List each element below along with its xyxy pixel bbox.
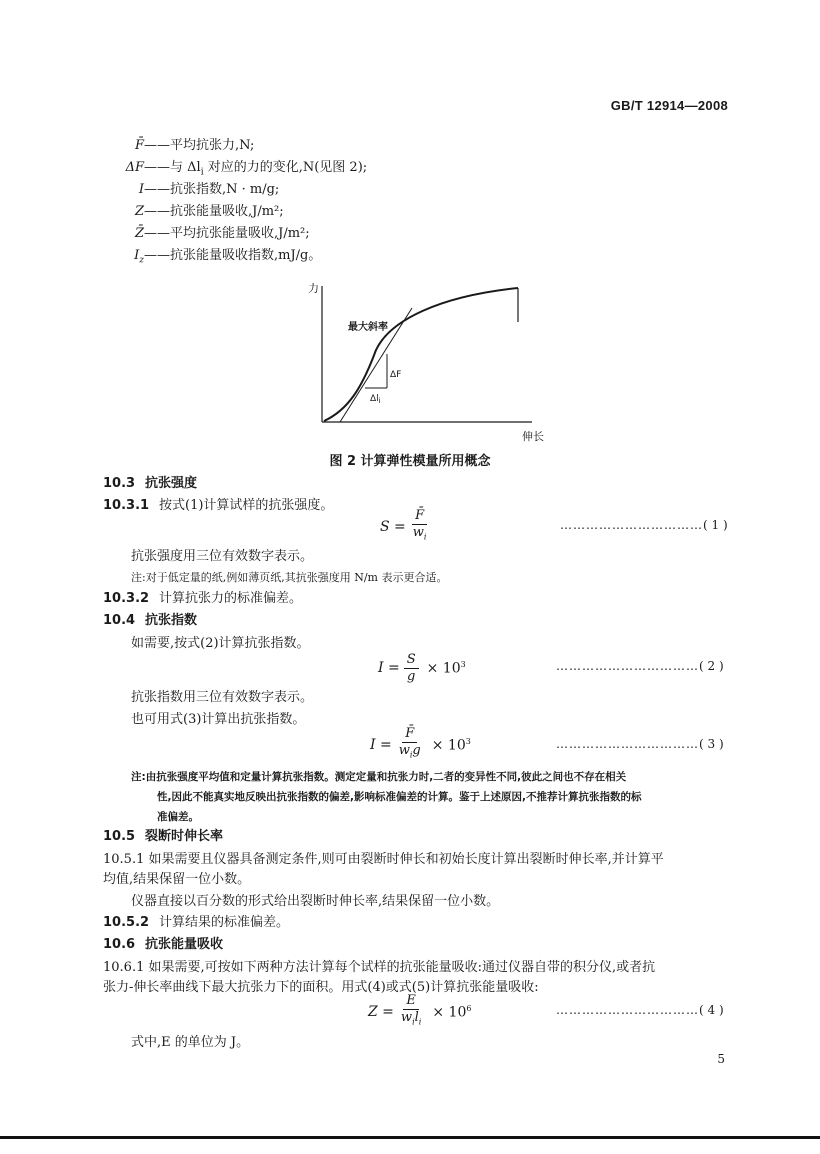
note-2-line-2: 性,因此不能真实地反映出抗张指数的偏差,影响标准偏差的计算。鉴于上述原因,不推荐计算抗张指数的标 <box>157 791 642 803</box>
symbol: $I_z$ <box>134 248 144 266</box>
symbol-desc: ——抗张能量吸收指数,mJ/g。 <box>144 248 322 263</box>
section-10-3-2: 10.3.2 计算抗张力的标准偏差。 <box>103 591 303 606</box>
section-10-5-2: 10.5.2 计算结果的标准偏差。 <box>103 915 290 930</box>
y-axis-label: 力 <box>308 282 319 295</box>
section-10-3-1: 10.3.1 按式(1)计算试样的抗张强度。 <box>103 498 334 513</box>
formula-2-tag: ( 2 ) <box>699 659 724 673</box>
symbol-desc-2: 对应的力的变化,N(见图 2); <box>203 160 368 175</box>
section-10-5: 10.5 裂断时伸长率 <box>103 829 224 844</box>
max-slope-label: 最大斜率 <box>348 322 388 333</box>
delta-l-label: $\Delta l_i$ <box>370 394 381 405</box>
formula-1-dots: ……………………………( 1 ) <box>560 518 728 532</box>
symbol-def-tea <box>130 203 284 221</box>
symbol: Z̄ <box>134 226 144 241</box>
delta-f-label: ΔF <box>390 370 402 380</box>
formula-1-tag: ( 1 ) <box>703 518 728 532</box>
symbol-def-mean-force <box>130 137 254 155</box>
section-10-6: 10.6 抗张能量吸收 <box>103 937 224 952</box>
formula-4-dots: ……………………………( 4 ) <box>556 1003 724 1017</box>
paragraph-10-5-1b: 均值,结果保留一位小数。 <box>103 872 251 887</box>
section-10-4: 10.4 抗张指数 <box>103 613 198 628</box>
paragraph-10-4b: 抗张指数用三位有效数字表示。 <box>131 690 314 705</box>
symbol: F̄ <box>134 138 144 153</box>
paragraph-10-5-1c: 仪器直接以百分数的形式给出裂断时伸长率,结果保留一位小数。 <box>131 894 500 909</box>
symbol-desc: ——抗张能量吸收,J/m²; <box>144 204 284 219</box>
symbol: ΔF <box>125 160 144 175</box>
symbol-def-tea-index <box>130 247 321 270</box>
paragraph-10-6-1a: 10.6.1 如果需要,可按如下两种方法计算每个试样的抗张能量吸收:通过仪器自带的积分仪,或者抗 <box>103 960 656 975</box>
figure-2-diagram <box>300 280 550 445</box>
paragraph-10-5-1a: 10.5.1 如果需要且仪器具备测定条件,则可由裂断时伸长和初始长度计算出裂断时伸长率,并计算平 <box>103 852 664 867</box>
symbol-def-mean-tea <box>130 225 310 243</box>
symbol-def-delta-force <box>117 159 367 182</box>
formula-3-dots: ……………………………( 3 ) <box>556 737 724 751</box>
x-axis-label: 伸长 <box>522 430 544 443</box>
note-2-line-1: 注:由抗张强度平均值和定量计算抗张指数。测定定量和抗张力时,二者的变异性不同,彼此之间也不存在相关 <box>131 771 627 783</box>
figure-caption: 图 2 计算弹性模量所用概念 <box>329 454 491 469</box>
symbol-desc: ——与 Δl <box>144 160 201 175</box>
paragraph-10-3-1b: 抗张强度用三位有效数字表示。 <box>131 549 314 564</box>
standard-code: GB/T 12914—2008 <box>610 98 728 113</box>
section-10-3: 10.3 抗张强度 <box>103 476 198 491</box>
formula-4-tag: ( 4 ) <box>699 1003 724 1017</box>
formula-2: I = $\frac{S}{g}$ × $10^3$ <box>378 651 466 684</box>
note-1: 注:对于低定量的纸,例如薄页纸,其抗张强度用 N/m 表示更合适。 <box>131 571 448 584</box>
paragraph-10-6-1b: 张力-伸长率曲线下最大抗张力下的面积。用式(4)或式(5)计算抗张能量吸收: <box>103 980 539 995</box>
formula-1: S = $\frac{F̄}{w_i}$ <box>380 508 427 542</box>
formula-2-dots: ……………………………( 2 ) <box>556 659 724 673</box>
bottom-rule <box>0 1136 820 1139</box>
formula-3-tag: ( 3 ) <box>699 737 724 751</box>
symbol-desc: ——平均抗张能量吸收,J/m²; <box>144 226 310 241</box>
symbol-def-tensile-index <box>130 181 279 199</box>
symbol-desc: ——抗张指数,N · m/g; <box>144 182 280 197</box>
paragraph-10-4c: 也可用式(3)计算出抗张指数。 <box>131 712 306 727</box>
symbol: I <box>138 182 144 197</box>
symbol-desc: ——平均抗张力,N; <box>144 138 255 153</box>
formula-4: Z = $\frac{E}{w_il_i}$ × $10^6$ <box>368 993 472 1027</box>
paragraph-10-4a: 如需要,按式(2)计算抗张指数。 <box>131 636 310 651</box>
symbol: Z <box>134 204 144 219</box>
note-2-line-3: 准偏差。 <box>157 811 199 823</box>
formula-3: I = $\frac{F̄}{w_ig}$ × $10^3$ <box>370 726 471 760</box>
page-number: 5 <box>717 1052 725 1066</box>
subscript: i <box>200 167 204 178</box>
paragraph-10-6-1c: 式中,E 的单位为 J。 <box>131 1035 250 1050</box>
